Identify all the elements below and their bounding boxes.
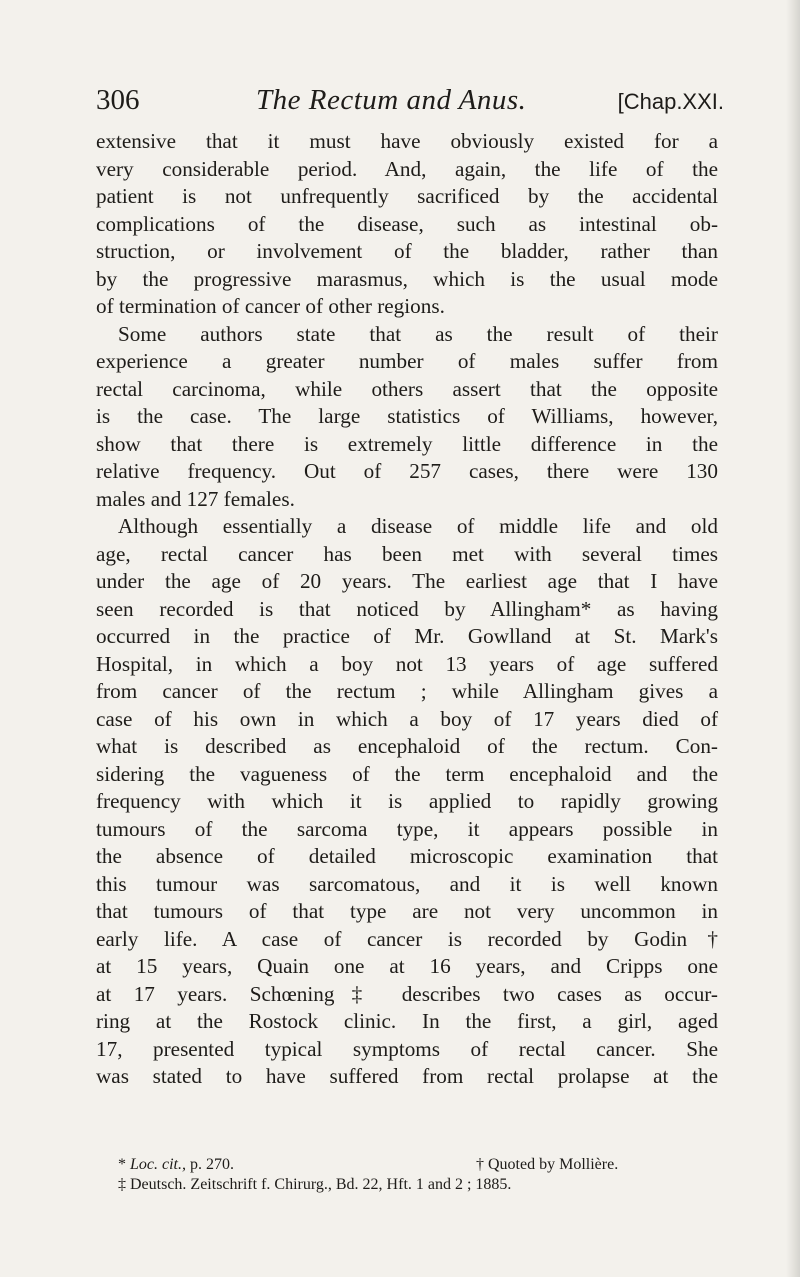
text-line: Hospital, in which a boy not 13 years of age suffered <box>96 651 718 676</box>
text-line: seen recorded is that noticed by Allingham* as having <box>96 596 718 621</box>
body-text <box>96 128 718 1091</box>
text-line: at 17 years. Schœning‡ describes two cases as occur- <box>96 981 718 1006</box>
footnote-dagger: † Quoted by Mollière. <box>476 1156 619 1173</box>
text-line: this tumour was sarcomatous, and it is well known <box>96 871 718 896</box>
page-edge-shadow <box>786 0 800 1277</box>
text-line: rectal carcinoma, while others assert that the opposite <box>96 376 718 401</box>
running-header <box>96 82 724 118</box>
text-line: that tumours of that type are not very uncommon in <box>96 899 718 923</box>
text-line: from cancer of the rectum ; while Allingham gives a <box>96 679 718 703</box>
text-line: early life. A case of cancer is recorded by Godin† <box>96 926 718 951</box>
text-line: case of his own in which a boy of 17 years died of <box>96 706 718 731</box>
footnote-row-1 <box>118 1155 718 1175</box>
running-title: The Rectum and Anus. <box>256 84 527 116</box>
text-line: very considerable period. And, again, the life of the <box>96 156 718 181</box>
footnote-star-mark: * <box>118 1156 130 1173</box>
text-line: was stated to have suffered from rectal prolapse at the <box>96 1064 718 1088</box>
text-line: patient is not unfrequently sacrificed by the accidental <box>96 184 718 208</box>
text-line: Although essentially a disease of middle life and old <box>118 514 718 538</box>
footnote-row-2 <box>118 1175 718 1195</box>
chapter-label: [Chap.XXI. <box>617 89 724 114</box>
text-line: the absence of detailed microscopic examination that <box>96 844 718 868</box>
text-line: what is described as encephaloid of the rectum. Con- <box>96 734 718 758</box>
text-line: struction, or involvement of the bladder, rather than <box>96 239 718 263</box>
footnotes <box>118 1155 718 1195</box>
text-line: frequency with which it is applied to rapidly growing <box>96 789 718 813</box>
text-line: show that there is extremely little difference in the <box>96 431 718 456</box>
text-line: Some authors state that as the result of their <box>118 321 718 346</box>
footnote-star <box>118 1155 234 1175</box>
text-line: extensive that it must have obviously existed for a <box>96 129 718 153</box>
text-line: by the progressive marasmus, which is the usual mode <box>96 266 718 291</box>
text-line: complications of the disease, such as intestinal ob- <box>96 211 718 236</box>
text-line: at 15 years, Quain one at 16 years, and Cripps one <box>96 954 718 978</box>
text-line: tumours of the sarcoma type, it appears possible in <box>96 816 718 841</box>
text-line: of termination of cancer of other regions. <box>96 294 445 318</box>
footnote-star-rest: p. 270. <box>186 1156 234 1173</box>
text-line: males and 127 females. <box>96 486 295 511</box>
text-line: under the age of 20 years. The earliest age that I have <box>96 569 718 593</box>
footnote-double-dagger: ‡ Deutsch. Zeitschrift f. Chirurg., Bd. 22, Hft. 1 and 2 ; 1885. <box>118 1176 512 1193</box>
text-line: age, rectal cancer has been met with several times <box>96 541 718 566</box>
text-line: occurred in the practice of Mr. Gowlland at St. Mark's <box>96 624 718 648</box>
text-line: experience a greater number of males suffer from <box>96 349 718 373</box>
text-line: 17, presented typical symptoms of rectal cancer. She <box>96 1036 718 1061</box>
page-number: 306 <box>96 84 140 116</box>
footnote-star-italic: Loc. cit., <box>130 1156 186 1173</box>
text-line: relative frequency. Out of 257 cases, there were 130 <box>96 459 718 483</box>
text-line: ring at the Rostock clinic. In the first, a girl, aged <box>96 1009 718 1033</box>
text-line: is the case. The large statistics of Williams, however, <box>96 404 718 428</box>
text-line: sidering the vagueness of the term encephaloid and the <box>96 761 718 786</box>
